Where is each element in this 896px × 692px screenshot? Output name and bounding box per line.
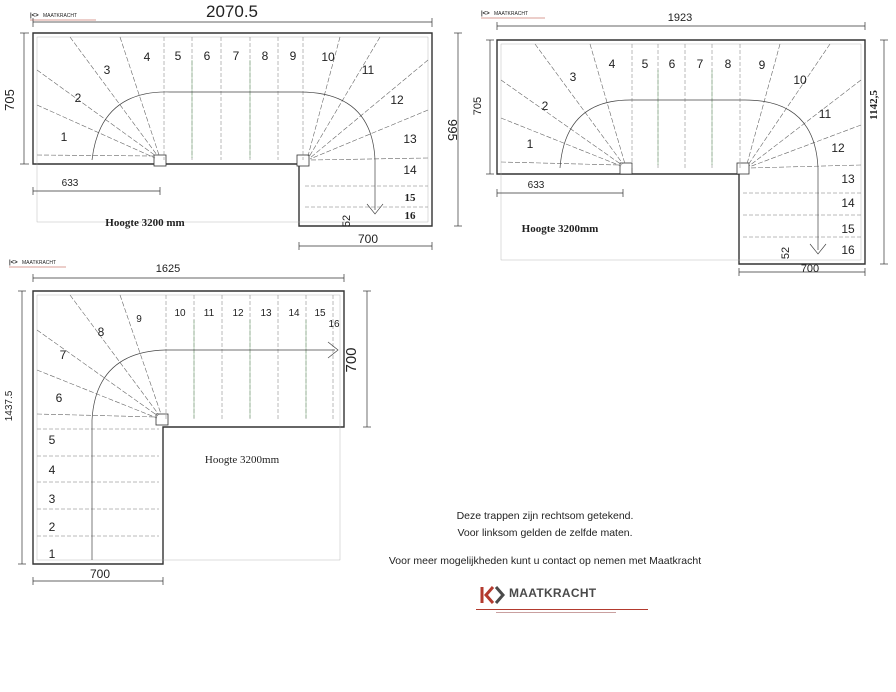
stair2-step-9: 9 [758, 58, 766, 72]
stair1-bottom: 700 [357, 232, 379, 246]
stair2-step-10: 10 [793, 73, 807, 87]
stair3-step-13: 13 [260, 308, 272, 319]
stair1-step-10: 10 [321, 50, 335, 64]
stair1-step-2: 2 [74, 91, 82, 105]
stair3-step-9: 9 [136, 314, 142, 325]
stair3-step-4: 4 [48, 463, 56, 477]
stair3-step-10: 10 [174, 308, 186, 319]
stair1-width-label: 2070.5 [206, 2, 258, 21]
stair-plan-1 [2, 2, 462, 250]
logo-text: MAATKRACHT [509, 586, 597, 600]
stair1-step-15: 15 [404, 192, 416, 204]
stair-plan-2 [472, 11, 888, 276]
logo-mark-icon [478, 584, 508, 606]
stair2-step-13: 13 [841, 172, 855, 186]
stair3-step-16: 16 [328, 319, 340, 330]
stair1-step-13: 13 [403, 132, 417, 146]
stair2-step-2: 2 [541, 99, 549, 113]
stair2-bottom: 700 [800, 263, 820, 275]
small-logo-1: |<> [30, 13, 39, 19]
stair1-landing: 633 [61, 178, 79, 189]
stair3-step-11: 11 [203, 308, 215, 319]
stair2-step-7: 7 [696, 57, 704, 71]
stair1-step-6: 6 [203, 49, 211, 63]
stair1-step-11: 11 [361, 63, 375, 77]
small-logo-text-2: MAATKRACHT [494, 11, 529, 17]
small-logo-text-3: MAATKRACHT [22, 260, 57, 266]
stair3-step-6: 6 [55, 391, 63, 405]
stair1-step-9: 9 [289, 49, 297, 63]
stair1-step-1: 1 [60, 130, 68, 144]
stair2-depth-right: 1142,5 [868, 90, 880, 120]
stair1-step-12: 12 [390, 93, 404, 107]
stair3-step-14: 14 [288, 308, 300, 319]
logo-underline-thin [496, 612, 616, 613]
stair2-step-16: 16 [841, 243, 855, 257]
stair2-step-11: 11 [818, 107, 832, 121]
stair3-step-12: 12 [232, 308, 244, 319]
stair1-step-3: 3 [103, 63, 111, 77]
note-mirror: Voor linksom gelden de zelfde maten. [457, 527, 633, 539]
note-direction: Deze trappen zijn rechtsom getekend. [456, 510, 634, 522]
stair1-step-7: 7 [232, 49, 240, 63]
stair1-offset: 52 [341, 214, 353, 228]
stair3-step-1: 1 [48, 547, 56, 561]
small-logo-3: |<> [9, 260, 18, 266]
stair1-step-4: 4 [143, 50, 151, 64]
stair2-step-12: 12 [831, 141, 845, 155]
stair2-step-5: 5 [641, 57, 649, 71]
stair1-depth-left: 705 [2, 89, 17, 111]
stair2-step-14: 14 [841, 196, 855, 210]
stair2-offset: 52 [780, 246, 792, 260]
stair-plan-3 [4, 260, 371, 585]
logo-underline [476, 609, 648, 610]
note-contact: Voor meer mogelijkheden kunt u contact op nemen met Maatkracht [388, 555, 702, 567]
stair3-step-3: 3 [48, 492, 56, 506]
stair3-height-label: Hoogte 3200mm [204, 454, 280, 466]
stair1-step-8: 8 [261, 49, 269, 63]
stair3-step-15: 15 [314, 308, 326, 319]
stair3-step-2: 2 [48, 520, 56, 534]
stair3-step-7: 7 [59, 348, 67, 362]
stair2-landing: 633 [527, 180, 545, 191]
stair2-step-4: 4 [608, 57, 616, 71]
small-logo-2: |<> [481, 11, 490, 17]
stair1-height-label: Hoogte 3200 mm [105, 217, 185, 229]
stair2-step-8: 8 [724, 57, 732, 71]
small-logo-text-1: MAATKRACHT [43, 13, 78, 19]
stair3-step-8: 8 [97, 325, 105, 339]
stair2-height-label: Hoogte 3200mm [521, 223, 599, 235]
stair2-step-6: 6 [668, 57, 676, 71]
stair3-depth-left: 1437.5 [4, 390, 15, 422]
stair2-depth-left: 705 [472, 96, 484, 116]
stair1-step-14: 14 [403, 163, 417, 177]
stair2-step-15: 15 [841, 222, 855, 236]
stair2-step-3: 3 [569, 70, 577, 84]
stair1-depth-right: 995 [445, 119, 460, 141]
stair1-step-16: 16 [404, 210, 416, 222]
stair2-step-1: 1 [526, 137, 534, 151]
stair1-step-5: 5 [174, 49, 182, 63]
stair3-step-5: 5 [48, 433, 56, 447]
stair3-width-label: 1625 [155, 263, 181, 275]
stair3-depth-right: 700 [343, 347, 360, 373]
maatkracht-logo [476, 584, 656, 614]
stair3-bottom: 700 [89, 567, 111, 581]
stair2-width-label: 1923 [667, 12, 693, 24]
